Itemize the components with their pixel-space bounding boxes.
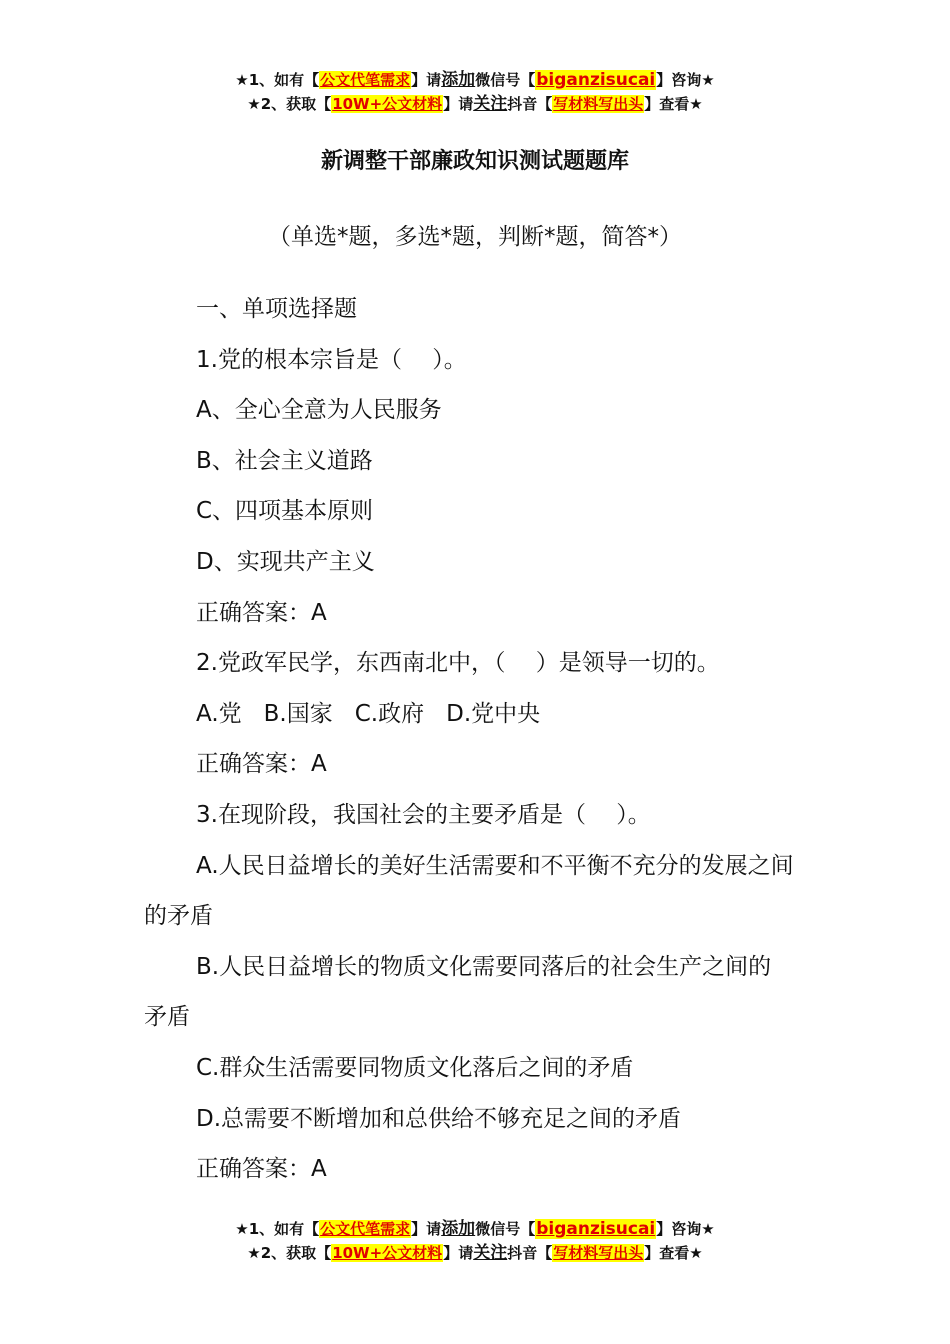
banner-line-1 xyxy=(0,68,950,92)
highlight-douyin: 写材料写出头 xyxy=(553,95,644,113)
banner-text: 】查看★ xyxy=(644,95,703,113)
question-3-option-d: D.总需要不断增加和总供给不够充足之间的矛盾 xyxy=(196,1105,682,1132)
banner-text: 】请 xyxy=(443,1244,474,1262)
question-2-answer: 正确答案：A xyxy=(196,751,327,778)
banner-text: 微信号【 xyxy=(475,1220,536,1238)
underlined-text: 添加 xyxy=(441,70,476,90)
banner-text: 抖音【 xyxy=(507,1244,553,1262)
question-2-option-a: A.党 xyxy=(196,700,242,727)
banner-text: ★2、获取【 xyxy=(247,95,332,113)
banner-text: 】咨询★ xyxy=(656,1220,715,1238)
banner-text: 】咨询★ xyxy=(656,71,715,89)
header-banner xyxy=(0,68,950,116)
banner-text: 抖音【 xyxy=(507,95,553,113)
highlight-service: 公文代笔需求 xyxy=(320,1220,411,1238)
question-1-stem: 1.党的根本宗旨是（ ）。 xyxy=(196,346,467,373)
question-3-option-c: C.群众生活需要同物质文化落后之间的矛盾 xyxy=(196,1054,634,1081)
footer-banner xyxy=(0,1217,950,1265)
highlight-douyin: 写材料写出头 xyxy=(553,1244,644,1262)
question-3-option-b: B.人民日益增长的物质文化需要同落后的社会生产之间的矛盾 xyxy=(144,953,772,1031)
underlined-text: 关注 xyxy=(473,94,508,114)
banner-line-2 xyxy=(0,92,950,116)
question-2-option-c: C.政府 xyxy=(354,700,425,727)
question-2-stem: 2.党政军民学，东西南北中，（ ）是领导一切的。 xyxy=(196,650,720,677)
banner-line-2 xyxy=(0,1241,950,1265)
question-1-option-c: C、四项基本原则 xyxy=(196,498,374,525)
highlight-materials: 10W+公文材料 xyxy=(332,1244,443,1262)
banner-text: ★1、如有【 xyxy=(235,71,320,89)
banner-line-1 xyxy=(0,1217,950,1241)
question-2-options xyxy=(144,689,794,740)
document-title: 新调整干部廉政知识测试题题库 xyxy=(320,149,629,174)
document-subtitle: （单选*题，多选*题，判断*题，简答*） xyxy=(268,224,682,250)
highlight-materials: 10W+公文材料 xyxy=(332,95,443,113)
question-3-stem: 3.在现阶段，我国社会的主要矛盾是（ ）。 xyxy=(196,801,651,828)
question-1-option-b: B、社会主义道路 xyxy=(196,447,373,474)
banner-text: 】请 xyxy=(411,71,442,89)
highlight-service: 公文代笔需求 xyxy=(320,71,411,89)
question-1-option-d: D、实现共产主义 xyxy=(196,548,375,575)
highlight-wechat-id: biganzisucai xyxy=(536,70,656,90)
banner-text: 】请 xyxy=(443,95,474,113)
underlined-text: 添加 xyxy=(441,1219,476,1239)
question-1-answer: 正确答案：A xyxy=(196,599,327,626)
underlined-text: 关注 xyxy=(473,1243,508,1263)
question-2-option-d: D.党中央 xyxy=(446,700,541,727)
highlight-wechat-id: biganzisucai xyxy=(536,1219,656,1239)
section-heading: 一、单项选择题 xyxy=(196,296,357,322)
question-3-answer: 正确答案：A xyxy=(196,1156,327,1183)
document-body xyxy=(144,284,794,1195)
banner-text: 】查看★ xyxy=(644,1244,703,1262)
banner-text: 微信号【 xyxy=(475,71,536,89)
question-1-option-a: A、全心全意为人民服务 xyxy=(196,397,442,424)
question-2-option-b: B.国家 xyxy=(263,700,333,727)
banner-text: ★2、获取【 xyxy=(247,1244,332,1262)
banner-text: 】请 xyxy=(411,1220,442,1238)
question-3-option-a: A.人民日益增长的美好生活需要和不平衡不充分的发展之间的矛盾 xyxy=(144,852,794,930)
banner-text: ★1、如有【 xyxy=(235,1220,320,1238)
